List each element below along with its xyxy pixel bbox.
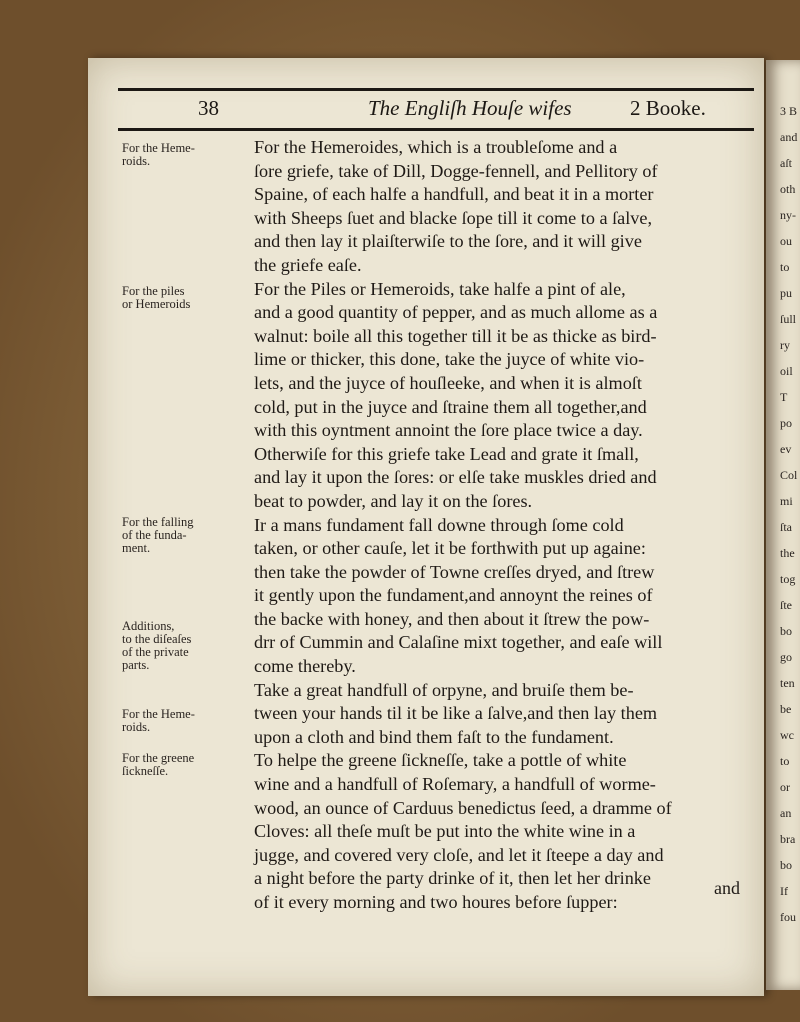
adjacent-page-fragment: ſte bbox=[780, 598, 792, 612]
adjacent-page-fragment: pu bbox=[780, 286, 792, 300]
adjacent-page-fragment: or bbox=[780, 780, 790, 794]
adjacent-page-fragment: fou bbox=[780, 910, 796, 924]
text-line: with Sheeps ſuet and blacke ſope till it come to a ſalve, bbox=[254, 207, 652, 228]
text-line: beat to powder, and lay it on the ſores. bbox=[254, 490, 533, 511]
text-line: wood, an ounce of Carduus benedictus ſeed, a dramme of bbox=[254, 797, 672, 818]
adjacent-page-fragment: T bbox=[780, 390, 788, 404]
adjacent-page-fragment: bo bbox=[780, 858, 792, 872]
text-line: cold, put in the juyce and ſtraine them all together,and bbox=[254, 396, 647, 417]
catchword: and bbox=[714, 878, 740, 898]
text-line: Take a great handfull of orpyne, and bruiſe them be- bbox=[254, 679, 634, 700]
text-line: To helpe the greene ſickneſſe, take a pottle of white bbox=[254, 750, 627, 771]
adjacent-page-fragment: ry bbox=[780, 338, 790, 352]
text-line: and a good quantity of pepper, and as much allome as a bbox=[254, 302, 658, 323]
adjacent-page-fragment: Col bbox=[780, 468, 798, 482]
text-line: it gently upon the fundament,and annoynt the reines of bbox=[254, 585, 653, 606]
adjacent-page-fragment: ſull bbox=[780, 312, 797, 326]
text-line: taken, or other cauſe, let it be forthwith put up againe: bbox=[254, 538, 646, 559]
adjacent-page-fragment: tog bbox=[780, 572, 796, 586]
running-title: The Engliſh Houſe wifes bbox=[368, 96, 572, 120]
adjacent-page-fragment: mi bbox=[780, 494, 793, 508]
text-line: the griefe eaſe. bbox=[254, 254, 362, 275]
text-line: come thereby. bbox=[254, 656, 356, 677]
text-line: lets, and the juyce of houſleeke, and when it is almoſt bbox=[254, 372, 642, 393]
marginal-note: Additions, to the diſeaſes of the private parts. bbox=[122, 619, 192, 672]
adjacent-page-fragment: ny- bbox=[780, 208, 796, 222]
text-line: a night before the party drinke of it, then let her drinke bbox=[254, 868, 651, 889]
adjacent-page-fragment: be bbox=[780, 702, 792, 716]
text-line: and then lay it plaiſterwiſe to the ſore, and it will give bbox=[254, 231, 642, 252]
book-marker: 2 Booke. bbox=[630, 96, 706, 120]
adjacent-page-fragment: wc bbox=[780, 728, 794, 742]
body-text bbox=[254, 136, 762, 915]
text-line: For the Piles or Hemeroids, take halfe a pint of ale, bbox=[254, 278, 626, 299]
adjacent-page-fragment: an bbox=[780, 806, 792, 820]
adjacent-page-fragment: the bbox=[780, 546, 795, 560]
adjacent-page-fragment: 3 B bbox=[780, 104, 798, 118]
running-head bbox=[118, 96, 754, 126]
text-line: Spaine, of each halfe a handfull, and beat it in a morter bbox=[254, 184, 654, 205]
text-line: the backe with honey, and then about it ſtrew the pow- bbox=[254, 608, 650, 629]
adjacent-page-fragment: to bbox=[780, 754, 790, 768]
header-rule-top bbox=[118, 88, 754, 91]
header-rule-bottom bbox=[118, 128, 754, 131]
text-line: Ir a mans fundament fall downe through ſome cold bbox=[254, 514, 624, 535]
adjacent-page-fragment: ten bbox=[780, 676, 795, 690]
text-line: walnut: boile all this together till it be as thicke as bird- bbox=[254, 325, 657, 346]
adjacent-page-fragment: go bbox=[780, 650, 792, 664]
text-line: tween your hands til it be like a ſalve,and then lay them bbox=[254, 703, 658, 724]
adjacent-page-fragment: aſt bbox=[780, 156, 792, 170]
marginal-note: For the falling of the funda- ment. bbox=[122, 515, 194, 555]
marginal-note: For the Heme- roids. bbox=[122, 141, 195, 168]
adjacent-page-fragment: bo bbox=[780, 624, 792, 638]
text-line: and lay it upon the ſores: or elſe take muskles dried and bbox=[254, 467, 657, 488]
adjacent-page-fragment: If bbox=[780, 884, 788, 898]
text-line: ſore griefe, take of Dill, Dogge-fennell, and Pellitory of bbox=[254, 160, 658, 181]
text-line: with this oyntment annoint the ſore place twice a day. bbox=[254, 420, 643, 441]
adjacent-page-fragment: to bbox=[780, 260, 790, 274]
adjacent-page-fragment: and bbox=[780, 130, 798, 144]
text-line: jugge, and covered very cloſe, and let it ſteepe a day and bbox=[254, 844, 664, 865]
text-line: lime or thicker, this done, take the juyce of white vio- bbox=[254, 349, 645, 370]
text-line: wine and a handfull of Roſemary, a handfull of worme- bbox=[254, 774, 656, 795]
adjacent-page-fragment: ſta bbox=[780, 520, 792, 534]
marginal-note: For the greene ſickneſſe. bbox=[122, 751, 195, 778]
adjacent-page-fragment: po bbox=[780, 416, 792, 430]
text-line: Cloves: all theſe muſt be put into the white wine in a bbox=[254, 821, 636, 842]
adjacent-page-fragment: oil bbox=[780, 364, 793, 378]
adjacent-page-fragment: ev bbox=[780, 442, 792, 456]
text-line: upon a cloth and bind them faſt to the fundament. bbox=[254, 726, 614, 747]
adjacent-page-fragment: bra bbox=[780, 832, 796, 846]
page-number: 38 bbox=[198, 96, 219, 120]
adjacent-page-fragment: ou bbox=[780, 234, 792, 248]
marginal-note: For the Heme- roids. bbox=[122, 707, 195, 734]
text-line: of it every morning and two houres before ſupper: bbox=[254, 892, 618, 912]
text-line: then take the powder of Towne creſſes dryed, and ſtrew bbox=[254, 561, 655, 582]
adjacent-page-edge bbox=[766, 60, 800, 990]
text-line: For the Hemeroides, which is a troubleſome and a bbox=[254, 137, 618, 157]
adjacent-page-fragment: oth bbox=[780, 182, 796, 196]
text-line: Otherwiſe for this griefe take Lead and grate it ſmall, bbox=[254, 443, 639, 464]
marginal-note: For the piles or Hemeroids bbox=[122, 284, 191, 311]
text-line: drr of Cummin and Calaſine mixt together, and eaſe will bbox=[254, 632, 663, 653]
